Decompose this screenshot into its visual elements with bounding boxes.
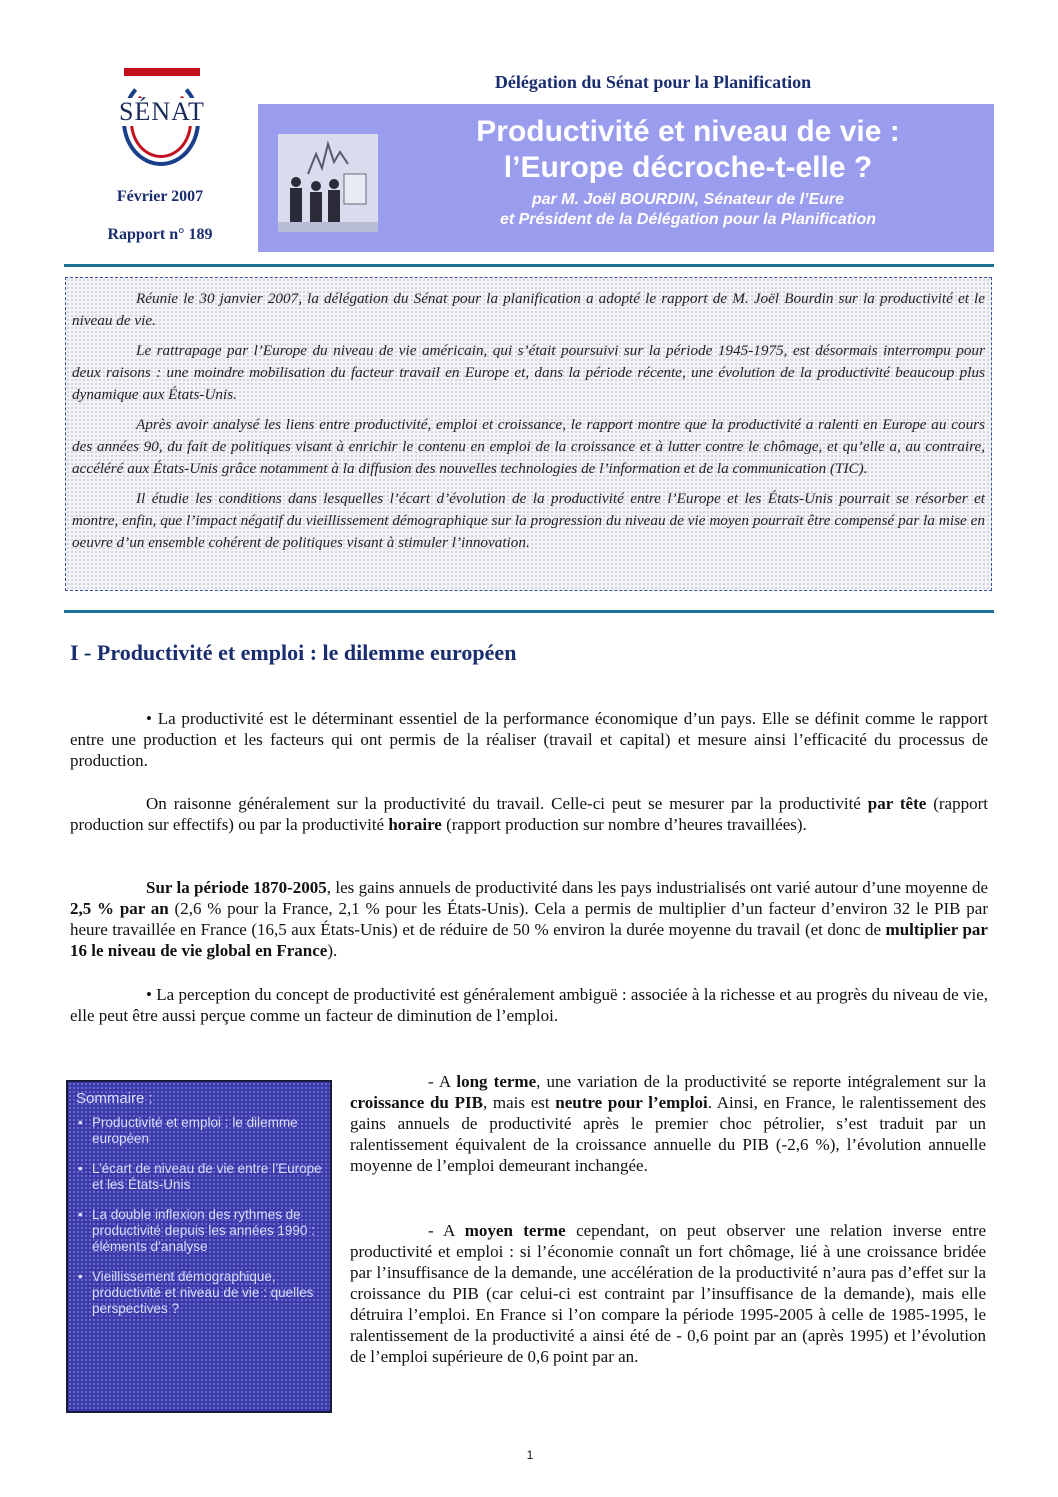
paragraph-text: - A [428, 1072, 457, 1091]
logo-red-bar [124, 68, 200, 76]
paragraph-text: , mais est [482, 1093, 556, 1112]
title-line-2: l’Europe décroche-t-elle ? [503, 151, 873, 184]
paragraph-text: cependant, on peut observer une relation inverse entre productivité et emploi : si l’économie connaît un fort chômage, lié à une croissance bridée par l’insuffisance de la demande, une accélération de la productivité n’aura pas d’effet sur la croissance du PIB (car celui-ci est contraint par l’insuffisance de la demande), mais elle détruira l’emploi. En France si l’on compare la période 1995-2005 à celle de 1985-1995, le ralentissement de la productivité a ainsi été de - 0,6 point par an (après 1995) et l’évolution de l’emploi supérieure de 0,6 point par an. [350, 1221, 986, 1366]
summary-item: • La double inflexion des rythmes de productivité depuis les années 1990 : éléments d’analyse [92, 1207, 322, 1255]
summary-item: • Vieillissement démographique, productivité et niveau de vie : quelles perspectives ? [92, 1269, 322, 1317]
emphasis-text: moyen terme [464, 1221, 566, 1240]
paragraph-text: • La perception du concept de productivité est généralement ambiguë : associée à la richesse et au progrès du niveau de vie, elle peut être aussi perçue comme un facteur de diminution de l’emploi. [70, 985, 988, 1025]
summary-item: • L’écart de niveau de vie entre l’Europe et les États-Unis [92, 1161, 322, 1193]
emphasis-text: 2,5 % par an [70, 899, 169, 918]
column-paragraph-1 [350, 1071, 986, 1176]
paragraph-text: (rapport production sur nombre d’heures travaillées). [441, 815, 807, 834]
delegation-heading: Délégation du Sénat pour la Planification [494, 72, 812, 92]
logo-text: SÉNAT [108, 98, 216, 126]
summary-item: • Productivité et emploi : le dilemme européen [92, 1115, 322, 1147]
paragraph-text: - A [428, 1221, 465, 1240]
author-line-1: par M. Joël BOURDIN, Sénateur de l’Eure [531, 191, 845, 208]
document-title [388, 114, 988, 186]
abstract-paragraph: Après avoir analysé les liens entre productivité, emploi et croissance, le rapport montre que la productivité a ralenti en Europe au cours des années 90, du fait de politiques visant à enrichir le contenu en emploi de la croissance et à lutter contre le chômage, et qu’elle a, au contraire, accéléré aux États-Unis grâce notamment à la diffusion des nouvelles technologies de l’information et de la communication (TIC). [72, 416, 985, 477]
body-paragraph-4 [70, 984, 988, 1026]
author-line-2: et Président de la Délégation pour la Planification [499, 211, 877, 228]
banner-photo [278, 134, 378, 232]
people-chart-illustration [278, 134, 378, 232]
body-paragraph-1 [70, 708, 988, 771]
author-byline [388, 190, 988, 230]
section-heading: I - Productivité et emploi : le dilemme européen [70, 640, 517, 665]
emphasis-text: horaire [388, 815, 442, 834]
emphasis-text: multiplier par 16 le niveau de vie global en France [70, 920, 988, 960]
report-date: Février 2007 [116, 188, 204, 205]
paragraph-text: (rapport production sur effectifs) ou par la productivité [70, 794, 988, 834]
divider-top [64, 264, 994, 267]
abstract-box [65, 277, 992, 591]
summary-title: Sommaire : [76, 1090, 153, 1107]
paragraph-text: On raisonne généralement sur la productivité du travail. Celle-ci peut se mesurer par la productivité [146, 794, 868, 813]
page-number: 1 [526, 1448, 534, 1462]
emphasis-text: par tête [867, 794, 927, 813]
report-number: Rapport n° 189 [107, 226, 213, 243]
paragraph-text: , une variation de la productivité se reporte intégralement sur la [536, 1072, 986, 1091]
senat-logo [108, 66, 216, 170]
emphasis-text: neutre pour l’emploi [555, 1093, 708, 1112]
title-banner [258, 104, 994, 252]
emphasis-text: croissance du PIB [350, 1093, 483, 1112]
body-paragraph-3 [70, 877, 988, 961]
paragraph-text: ). [327, 941, 338, 960]
paragraph-text: • La productivité est le déterminant essentiel de la performance économique d’un pays. Elle se définit comme le rapport entre une production et les facteurs qui ont permis de la réaliser (travail et capital) et mesure ainsi l’efficacité du processus de production. [70, 709, 988, 770]
paragraph-text: (2,6 % pour la France, 2,1 % pour les États-Unis). Cela a permis de multiplier d’un facteur d’environ 32 le PIB par heure travaillée en France (16,5 aux États-Unis) et de réduire de 50 % environ la durée moyenne du travail (et donc de [70, 899, 988, 939]
title-line-1: Productivité et niveau de vie : [476, 115, 900, 148]
summary-list [76, 1115, 322, 1317]
summary-box [66, 1080, 332, 1413]
emphasis-text: long terme [456, 1072, 537, 1091]
emphasis-text: Sur la période 1870-2005 [146, 878, 327, 897]
divider-bottom [64, 610, 994, 613]
abstract-paragraph: Il étudie les conditions dans lesquelles l’écart d’évolution de la productivité entre l’Europe et les États-Unis pourrait se résorber et montre, enfin, que l’impact négatif du vieillissement démographique sur la progression du niveau de vie moyen pourrait être compensé par la mise en oeuvre d’un ensemble cohérent de politiques visant à stimuler l’innovation. [72, 490, 985, 551]
column-paragraph-2 [350, 1220, 986, 1367]
paragraph-text: , les gains annuels de productivité dans les pays industrialisés ont varié autour d’une moyenne de [326, 878, 988, 897]
paragraph-text: . Ainsi, en France, le ralentissement des gains annuels de productivité après le premier choc pétrolier, s’est traduit par un ralentissement équivalent de la croissance annuelle du PIB (-2,6 %), l’évolution annuelle moyenne de l’emploi demeurant inchangée. [350, 1093, 986, 1175]
abstract-paragraph: Le rattrapage par l’Europe du niveau de vie américain, qui s’était poursuivi sur la période 1945-1975, est désormais interrompu pour deux raisons : une moindre mobilisation du facteur travail en Europe et, dans la période récente, une évolution de la productivité beaucoup plus dynamique aux États-Unis. [72, 342, 985, 403]
body-paragraph-2 [70, 793, 988, 835]
abstract-paragraph: Réunie le 30 janvier 2007, la délégation du Sénat pour la planification a adopté le rapport de M. Joël Bourdin sur la productivité et le niveau de vie. [72, 290, 985, 329]
